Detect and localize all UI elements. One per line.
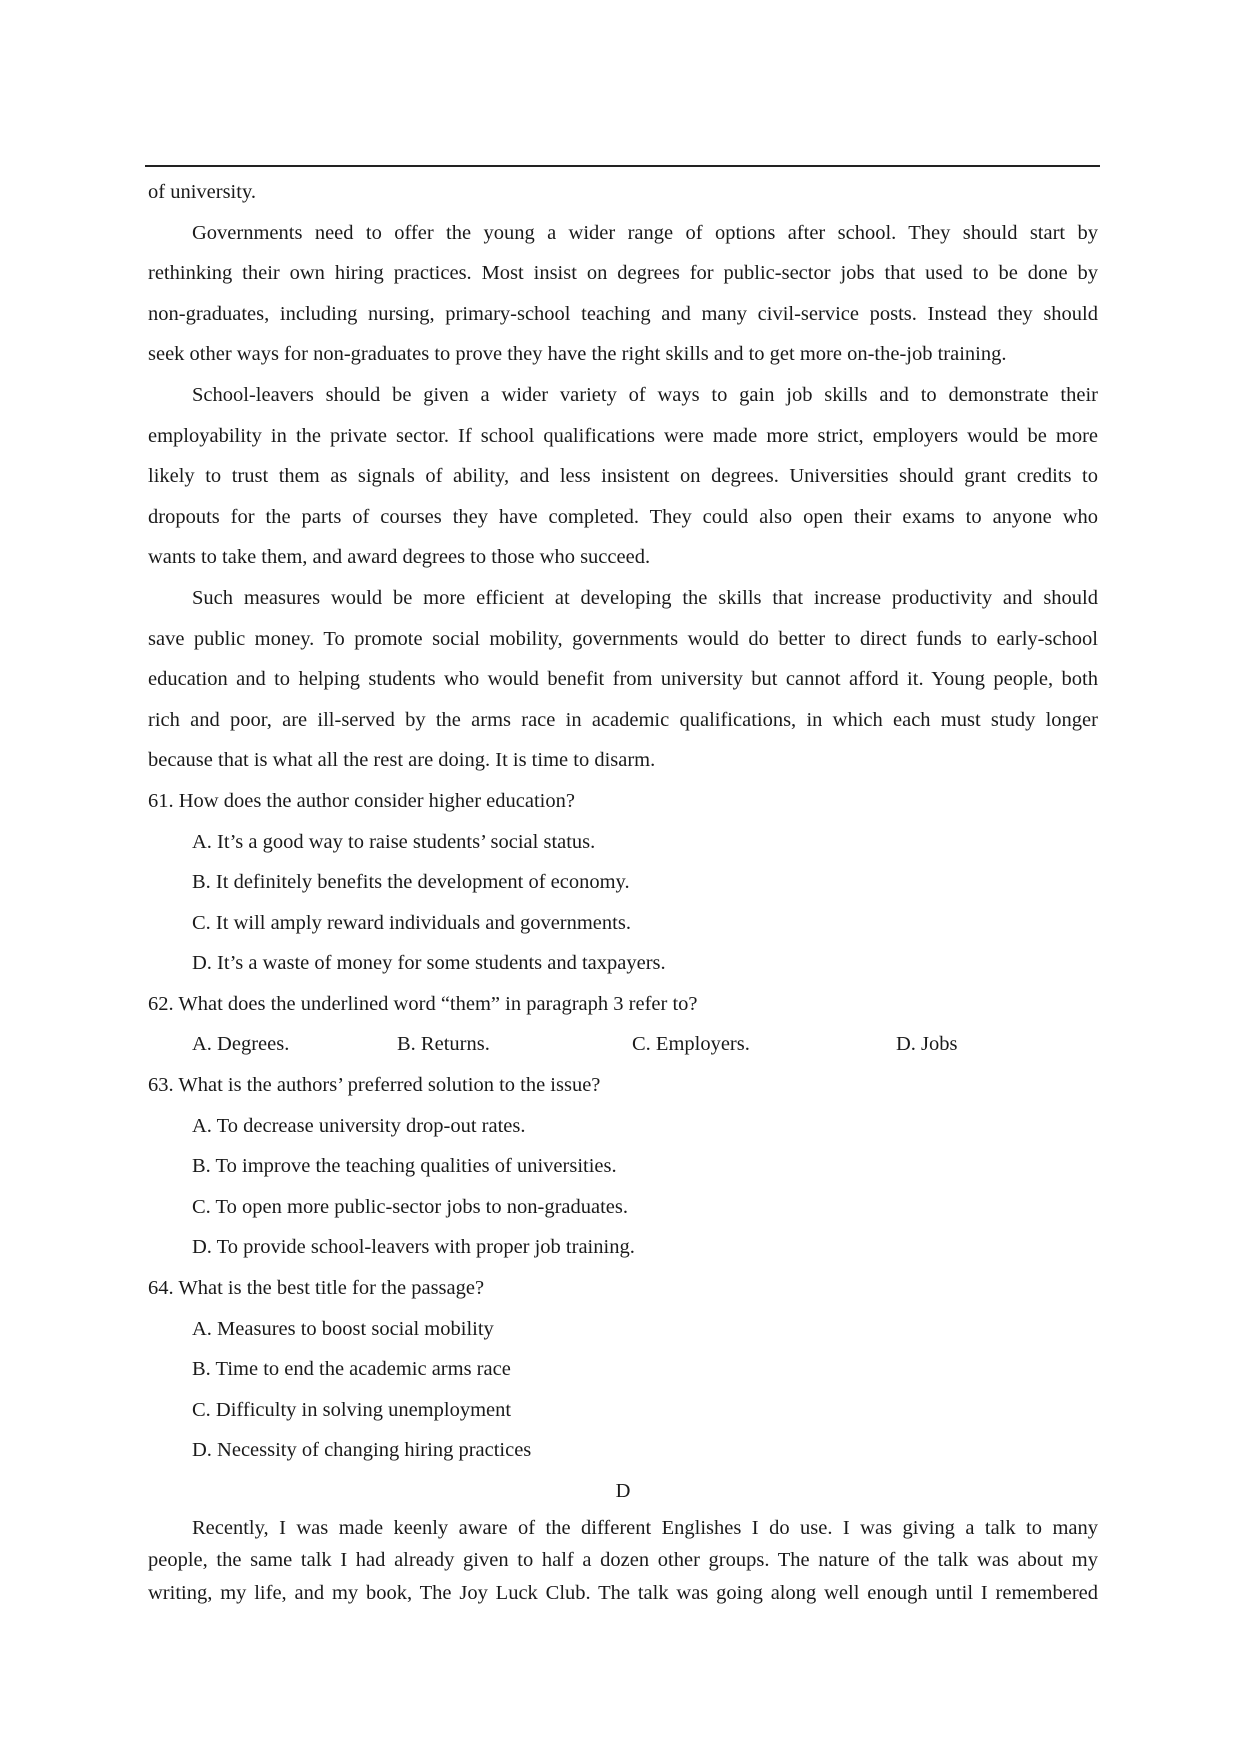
answer-option: C. It will amply reward individuals and governments. — [192, 911, 631, 934]
answer-option: C. Employers. — [632, 1033, 750, 1056]
passage-line: employability in the private sector. If school qualifications were made more strict, employers would be more — [148, 424, 1098, 447]
answer-option: D. To provide school-leavers with proper job training. — [192, 1236, 635, 1259]
answer-option: D. It’s a waste of money for some students and taxpayers. — [192, 952, 666, 975]
answer-option: A. Degrees. — [192, 1033, 290, 1056]
passage-line: Governments need to offer the young a wider range of options after school. They should start by — [192, 221, 1098, 244]
answer-option: B. Returns. — [397, 1033, 490, 1056]
question-stem: 62. What does the underlined word “them” in paragraph 3 refer to? — [148, 992, 698, 1015]
section-heading: D — [615, 1480, 631, 1502]
answer-options-row — [148, 1024, 1098, 1065]
answer-option: D. Necessity of changing hiring practices — [192, 1439, 532, 1462]
passage-line: save public money. To promote social mobility, governments would do better to direct funds to early-school — [148, 627, 1098, 650]
page-content — [148, 172, 1098, 1609]
passage-line: writing, my life, and my book, The Joy Luck Club. The talk was going along well enough until I remembered — [148, 1581, 1098, 1604]
answer-option: A. To decrease university drop-out rates. — [192, 1114, 526, 1137]
answer-option: A. It’s a good way to raise students’ social status. — [192, 830, 596, 853]
passage-line: School-leavers should be given a wider variety of ways to gain job skills and to demonstrate their — [192, 383, 1098, 406]
passage-line: of university. — [148, 181, 256, 203]
passage-line: wants to take them, and award degrees to those who succeed. — [148, 546, 651, 569]
header-rule — [145, 165, 1100, 167]
answer-option: B. It definitely benefits the development of economy. — [192, 871, 630, 894]
answer-option: C. To open more public-sector jobs to non-graduates. — [192, 1195, 628, 1218]
passage-line: rich and poor, are ill-served by the arms race in academic qualifications, in which each must study longer — [148, 708, 1098, 731]
passage-line: people, the same talk I had already given to half a dozen other groups. The nature of the talk was about my — [148, 1549, 1098, 1572]
passage-line: seek other ways for non-graduates to prove they have the right skills and to get more on-the-job training. — [148, 343, 1007, 366]
passage-line: because that is what all the rest are doing. It is time to disarm. — [148, 749, 656, 772]
passage-line: dropouts for the parts of courses they have completed. They could also open their exams to anyone who — [148, 505, 1098, 528]
question-stem: 64. What is the best title for the passage? — [148, 1277, 485, 1300]
passage-line: likely to trust them as signals of ability, and less insistent on degrees. Universities should grant credits to — [148, 465, 1098, 488]
answer-option: C. Difficulty in solving unemployment — [192, 1398, 512, 1421]
question-stem: 61. How does the author consider higher education? — [148, 789, 575, 812]
answer-option: A. Measures to boost social mobility — [192, 1317, 494, 1340]
answer-option: B. To improve the teaching qualities of universities. — [192, 1155, 617, 1178]
answer-option: B. Time to end the academic arms race — [192, 1358, 511, 1381]
passage-line: rethinking their own hiring practices. Most insist on degrees for public-sector jobs that used to be done by — [148, 262, 1098, 285]
passage-line: Recently, I was made keenly aware of the different Englishes I do use. I was giving a talk to many — [192, 1516, 1098, 1539]
passage-line: non-graduates, including nursing, primary-school teaching and many civil-service posts. Instead they should — [148, 302, 1098, 325]
question-stem: 63. What is the authors’ preferred solution to the issue? — [148, 1074, 601, 1097]
passage-line: education and to helping students who would benefit from university but cannot afford it. Young people, both — [148, 668, 1098, 691]
answer-option: D. Jobs — [896, 1033, 958, 1056]
passage-line: Such measures would be more efficient at developing the skills that increase productivity and should — [192, 586, 1098, 609]
